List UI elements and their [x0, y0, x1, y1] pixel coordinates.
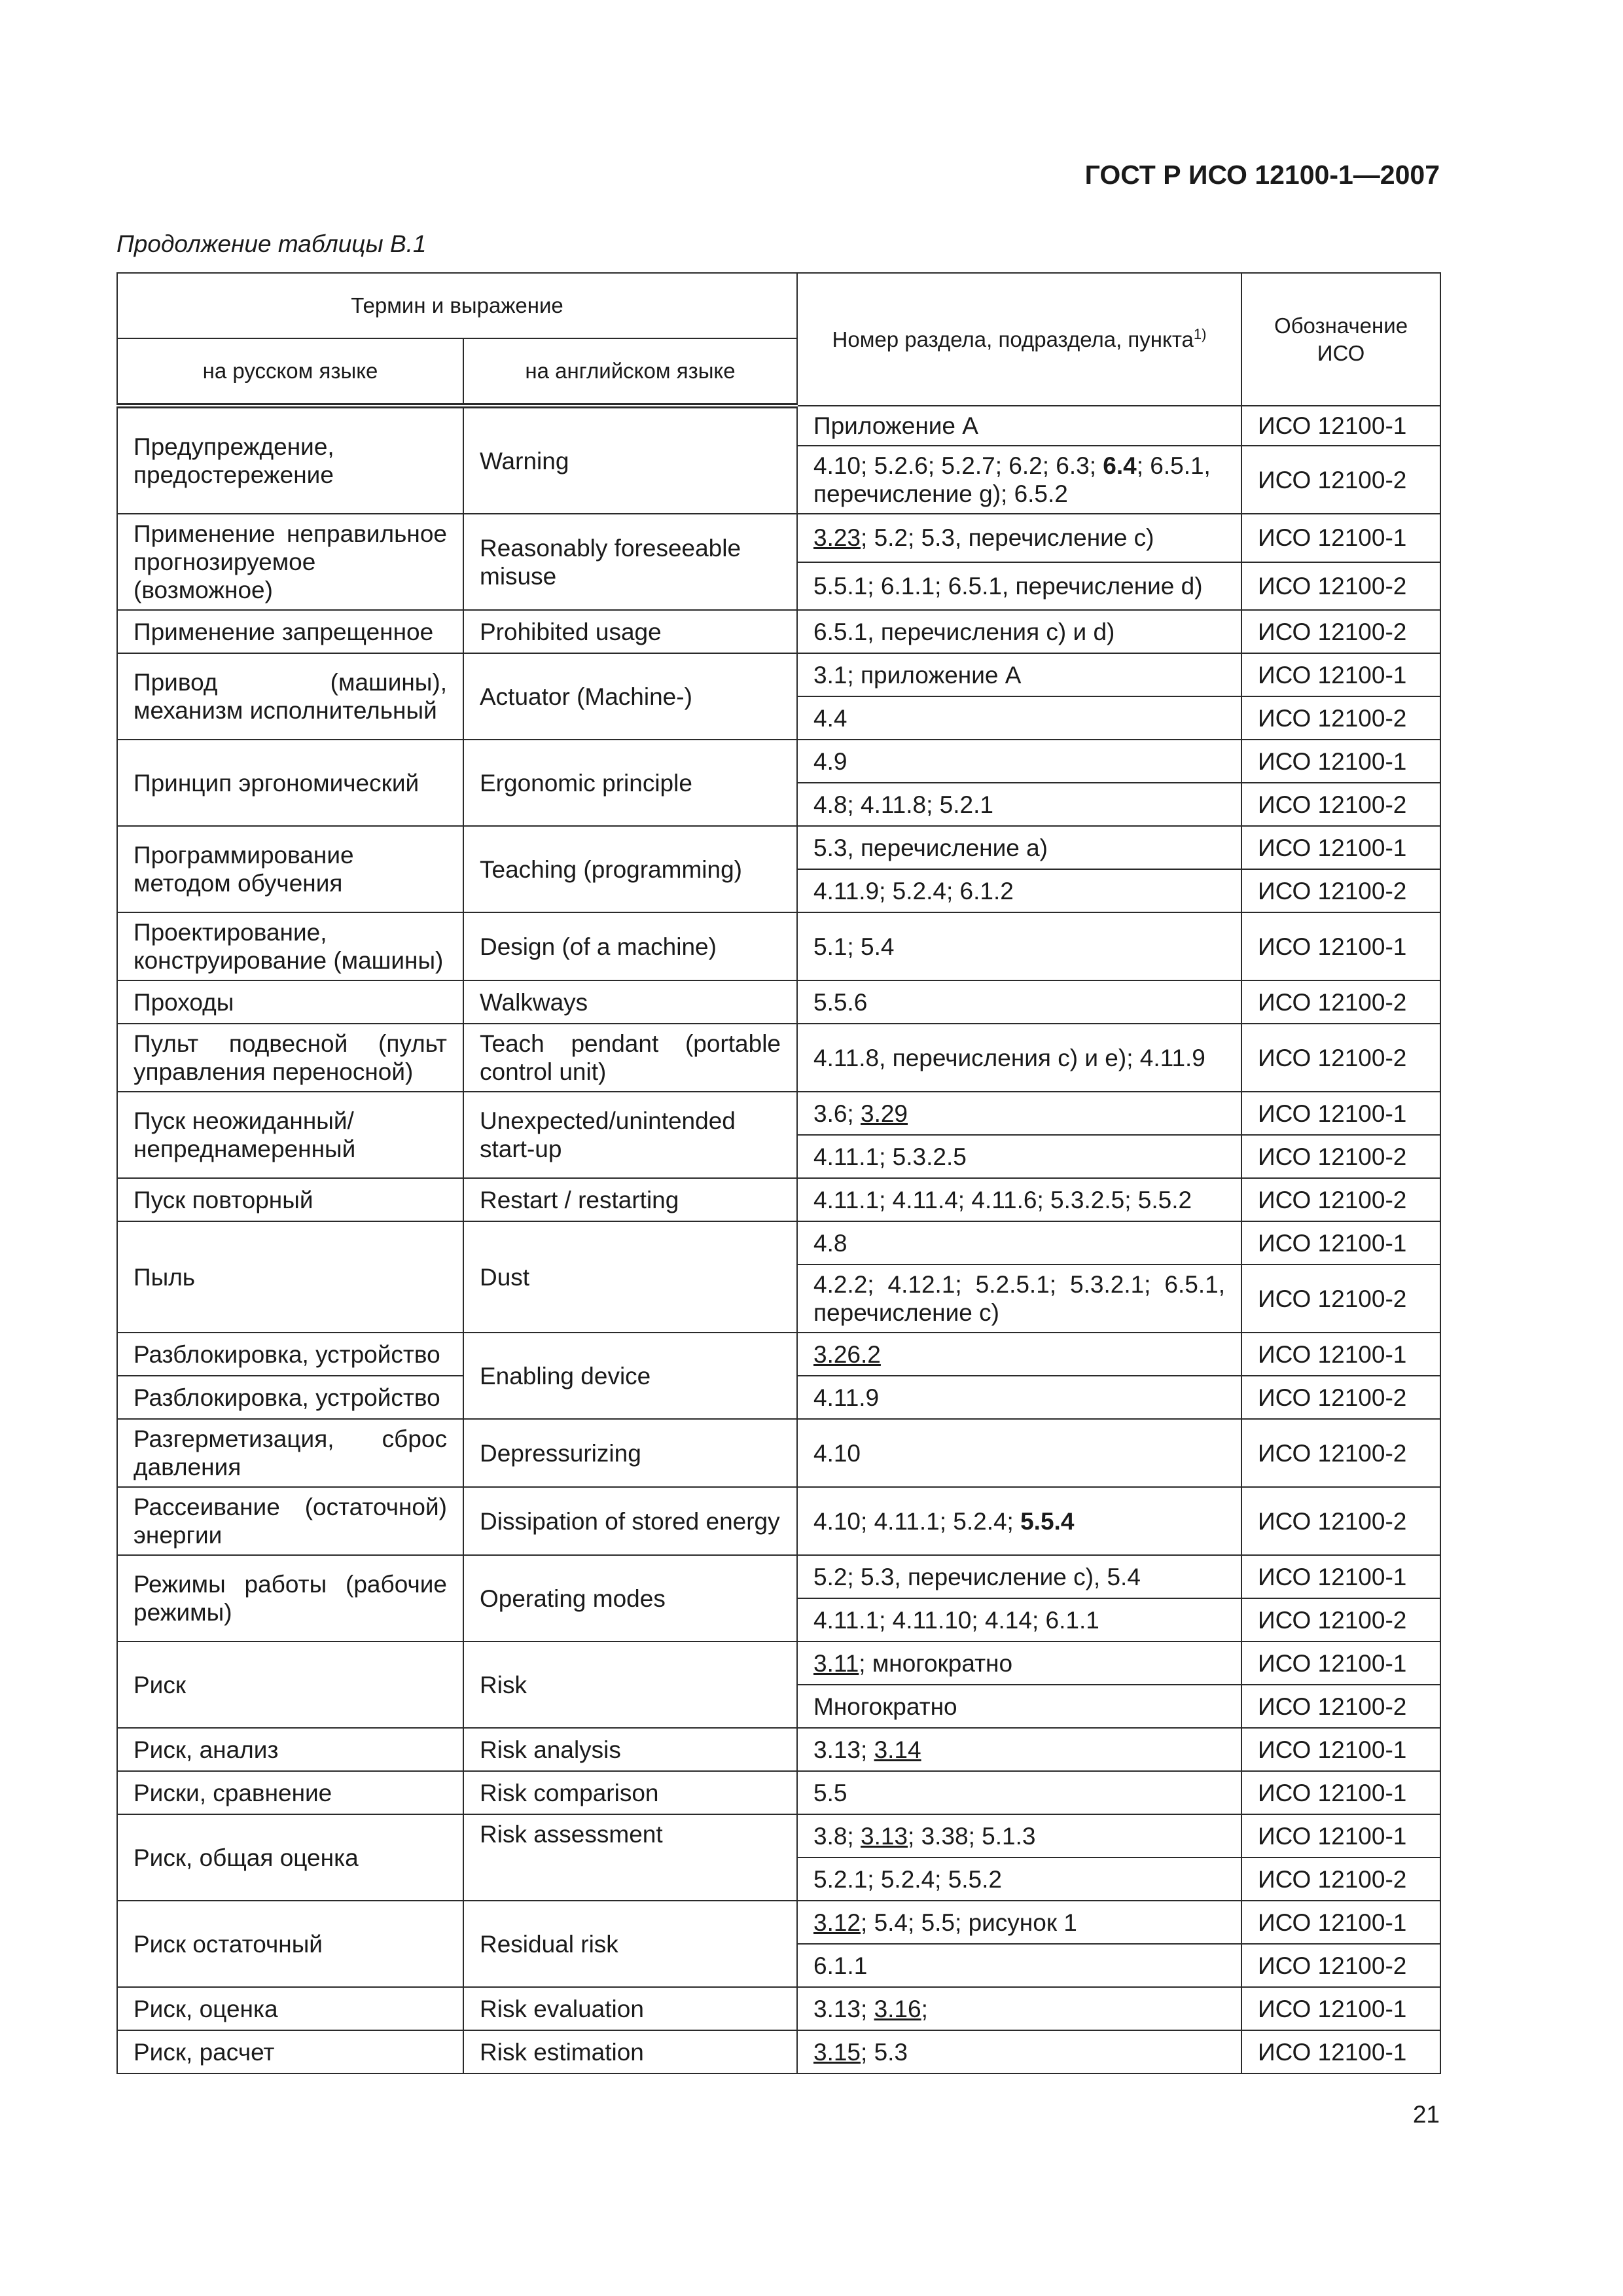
section-ref: 4.8	[797, 1221, 1241, 1265]
table-row	[117, 1487, 1440, 1555]
section-ref: 5.5.6	[797, 980, 1241, 1024]
term-russian: Пыль	[117, 1221, 463, 1333]
term-english: Actuator (Machine-)	[463, 653, 797, 740]
page-number: 21	[1412, 2101, 1440, 2128]
iso-designation: ИСО 12100-1	[1241, 1221, 1440, 1265]
section-ref: Многократно	[797, 1685, 1241, 1728]
section-ref: 5.3, перечисление а)	[797, 826, 1241, 869]
term-russian: Привод (машины), механизм исполнительный	[117, 653, 463, 740]
table-row	[117, 2030, 1440, 2073]
section-ref: 3.8; 3.13; 3.38; 5.1.3	[797, 1814, 1241, 1857]
terms-table	[116, 272, 1441, 2074]
header-russian: на русском языке	[117, 338, 463, 406]
iso-designation: ИСО 12100-2	[1241, 1685, 1440, 1728]
term-russian: Пульт подвесной (пульт управления переносной)	[117, 1024, 463, 1092]
section-ref: 4.9	[797, 740, 1241, 783]
term-english: Ergonomic principle	[463, 740, 797, 826]
section-ref: 4.11.1; 4.11.10; 4.14; 6.1.1	[797, 1598, 1241, 1641]
iso-designation: ИСО 12100-1	[1241, 1555, 1440, 1598]
term-english: Depressurizing	[463, 1419, 797, 1487]
term-russian: Разблокировка, устройство	[117, 1333, 463, 1376]
section-ref: 3.26.2	[797, 1333, 1241, 1376]
term-russian: Рассеивание (остаточной) энергии	[117, 1487, 463, 1555]
footnote-marker: 1)	[1193, 325, 1207, 342]
iso-designation: ИСО 12100-2	[1241, 1419, 1440, 1487]
term-russian: Пуск повторный	[117, 1178, 463, 1221]
table-row	[117, 1771, 1440, 1814]
term-russian: Принцип эргономический	[117, 740, 463, 826]
iso-designation: ИСО 12100-2	[1241, 610, 1440, 653]
term-russian: Риск остаточный	[117, 1901, 463, 1987]
iso-designation: ИСО 12100-1	[1241, 514, 1440, 562]
term-russian: Программирование методом обучения	[117, 826, 463, 912]
section-ref: 5.5.1; 6.1.1; 6.5.1, перечисление d)	[797, 562, 1241, 611]
iso-designation: ИСО 12100-1	[1241, 2030, 1440, 2073]
iso-designation: ИСО 12100-1	[1241, 1333, 1440, 1376]
iso-designation: ИСО 12100-2	[1241, 980, 1440, 1024]
section-ref: 5.2; 5.3, перечисление с), 5.4	[797, 1555, 1241, 1598]
table-row	[117, 406, 1440, 446]
section-ref: 4.11.1; 4.11.4; 4.11.6; 5.3.2.5; 5.5.2	[797, 1178, 1241, 1221]
iso-designation: ИСО 12100-2	[1241, 1178, 1440, 1221]
section-ref: 3.12; 5.4; 5.5; рисунок 1	[797, 1901, 1241, 1944]
term-russian: Разблокировка, устройство	[117, 1376, 463, 1419]
iso-designation: ИСО 12100-2	[1241, 1135, 1440, 1178]
iso-designation: ИСО 12100-2	[1241, 869, 1440, 912]
table-row	[117, 1092, 1440, 1135]
iso-designation: ИСО 12100-2	[1241, 1857, 1440, 1901]
section-ref: 5.5	[797, 1771, 1241, 1814]
iso-designation: ИСО 12100-1	[1241, 826, 1440, 869]
term-english: Teach pendant (portable control unit)	[463, 1024, 797, 1092]
iso-designation: ИСО 12100-1	[1241, 912, 1440, 980]
section-ref: 6.1.1	[797, 1944, 1241, 1987]
term-english: Prohibited usage	[463, 610, 797, 653]
iso-designation: ИСО 12100-1	[1241, 653, 1440, 696]
table-row	[117, 1987, 1440, 2030]
section-ref: 4.11.9; 5.2.4; 6.1.2	[797, 869, 1241, 912]
section-ref: 4.10	[797, 1419, 1241, 1487]
table-row	[117, 514, 1440, 562]
table-row	[117, 1814, 1440, 1857]
document-code: ГОСТ Р ИСО 12100-1—2007	[1084, 160, 1440, 190]
section-ref: 4.4	[797, 696, 1241, 740]
section-ref: 4.10; 5.2.6; 5.2.7; 6.2; 6.3; 6.4; 6.5.1, перечисление g); 6.5.2	[797, 446, 1241, 514]
iso-designation: ИСО 12100-1	[1241, 1814, 1440, 1857]
table-row	[117, 1555, 1440, 1598]
section-ref: 4.10; 4.11.1; 5.2.4; 5.5.4	[797, 1487, 1241, 1555]
term-russian: Риск, оценка	[117, 1987, 463, 2030]
term-russian: Применение неправильное прогнозируемое (возможное)	[117, 514, 463, 610]
table-row	[117, 610, 1440, 653]
section-ref: 5.2.1; 5.2.4; 5.5.2	[797, 1857, 1241, 1901]
term-english: Risk assessment	[463, 1814, 797, 1901]
section-ref: 4.11.9	[797, 1376, 1241, 1419]
iso-designation: ИСО 12100-2	[1241, 1944, 1440, 1987]
term-english: Warning	[463, 406, 797, 514]
section-ref: 3.6; 3.29	[797, 1092, 1241, 1135]
section-ref: 4.11.1; 5.3.2.5	[797, 1135, 1241, 1178]
term-english: Unexpected/unintended start-up	[463, 1092, 797, 1178]
term-english: Teaching (programming)	[463, 826, 797, 912]
section-ref: 3.23; 5.2; 5.3, перечисление с)	[797, 514, 1241, 562]
iso-designation: ИСО 12100-2	[1241, 1265, 1440, 1333]
term-english: Risk	[463, 1641, 797, 1728]
term-russian: Применение запрещенное	[117, 610, 463, 653]
section-ref: Приложение А	[797, 406, 1241, 446]
term-english: Design (of a machine)	[463, 912, 797, 980]
section-ref: 4.2.2; 4.12.1; 5.2.5.1; 5.3.2.1; 6.5.1, перечисление с)	[797, 1265, 1241, 1333]
term-russian: Разгерметизация, сброс давления	[117, 1419, 463, 1487]
term-russian: Риск, общая оценка	[117, 1814, 463, 1901]
iso-designation: ИСО 12100-2	[1241, 696, 1440, 740]
header-english: на английском языке	[463, 338, 797, 406]
iso-designation: ИСО 12100-1	[1241, 1728, 1440, 1771]
table-row	[117, 1221, 1440, 1265]
term-russian: Риски, сравнение	[117, 1771, 463, 1814]
term-russian: Риск, анализ	[117, 1728, 463, 1771]
header-iso-designation: Обозначение ИСО	[1241, 273, 1440, 406]
iso-designation: ИСО 12100-2	[1241, 1376, 1440, 1419]
iso-designation: ИСО 12100-2	[1241, 1598, 1440, 1641]
section-ref: 3.15; 5.3	[797, 2030, 1241, 2073]
term-english: Enabling device	[463, 1333, 797, 1419]
term-english: Risk evaluation	[463, 1987, 797, 2030]
header-section-number: Номер раздела, подраздела, пункта$^{1)}$	[797, 273, 1241, 406]
term-english: Risk analysis	[463, 1728, 797, 1771]
iso-designation: ИСО 12100-2	[1241, 562, 1440, 611]
iso-designation: ИСО 12100-2	[1241, 783, 1440, 826]
iso-designation: ИСО 12100-2	[1241, 1487, 1440, 1555]
section-ref: 3.13; 3.16;	[797, 1987, 1241, 2030]
term-russian: Проектирование, конструирование (машины)	[117, 912, 463, 980]
section-ref: 3.1; приложение А	[797, 653, 1241, 696]
iso-designation: ИСО 12100-2	[1241, 1024, 1440, 1092]
table-row	[117, 1728, 1440, 1771]
table-body	[117, 406, 1440, 2073]
section-ref: 3.13; 3.14	[797, 1728, 1241, 1771]
iso-designation: ИСО 12100-1	[1241, 1641, 1440, 1685]
table-row	[117, 1641, 1440, 1685]
table-row	[117, 826, 1440, 869]
term-russian: Риск	[117, 1641, 463, 1728]
term-english: Reasonably foreseeable misuse	[463, 514, 797, 610]
term-english: Restart / restarting	[463, 1178, 797, 1221]
table-row	[117, 740, 1440, 783]
iso-designation: ИСО 12100-1	[1241, 1987, 1440, 2030]
iso-designation: ИСО 12100-1	[1241, 1092, 1440, 1135]
term-english: Risk comparison	[463, 1771, 797, 1814]
term-russian: Режимы работы (рабочие режимы)	[117, 1555, 463, 1641]
term-english: Risk estimation	[463, 2030, 797, 2073]
section-ref: 6.5.1, перечисления с) и d)	[797, 610, 1241, 653]
section-ref: 5.1; 5.4	[797, 912, 1241, 980]
section-ref: 4.11.8, перечисления с) и е); 4.11.9	[797, 1024, 1241, 1092]
table-row	[117, 1901, 1440, 1944]
term-russian: Риск, расчет	[117, 2030, 463, 2073]
term-russian: Проходы	[117, 980, 463, 1024]
term-english: Residual risk	[463, 1901, 797, 1987]
iso-designation: ИСО 12100-1	[1241, 740, 1440, 783]
section-ref: 3.11; многократно	[797, 1641, 1241, 1685]
section-ref: 4.8; 4.11.8; 5.2.1	[797, 783, 1241, 826]
term-english: Operating modes	[463, 1555, 797, 1641]
table-row	[117, 912, 1440, 980]
table-caption: Продолжение таблицы В.1	[116, 230, 427, 257]
table-row	[117, 1333, 1440, 1376]
table-row	[117, 1024, 1440, 1092]
table-row	[117, 1178, 1440, 1221]
iso-designation: ИСО 12100-2	[1241, 446, 1440, 514]
term-english: Dust	[463, 1221, 797, 1333]
term-english: Dissipation of stored energy	[463, 1487, 797, 1555]
term-english: Walkways	[463, 980, 797, 1024]
iso-designation: ИСО 12100-1	[1241, 1771, 1440, 1814]
iso-designation: ИСО 12100-1	[1241, 406, 1440, 446]
header-term-group: Термин и выражение	[117, 273, 797, 338]
table-header	[117, 273, 1440, 406]
iso-designation: ИСО 12100-1	[1241, 1901, 1440, 1944]
table-row	[117, 1419, 1440, 1487]
term-russian: Пуск неожиданный/непреднамеренный	[117, 1092, 463, 1178]
table-row	[117, 980, 1440, 1024]
term-russian: Предупреждение, предостережение	[117, 406, 463, 514]
table-row	[117, 653, 1440, 696]
